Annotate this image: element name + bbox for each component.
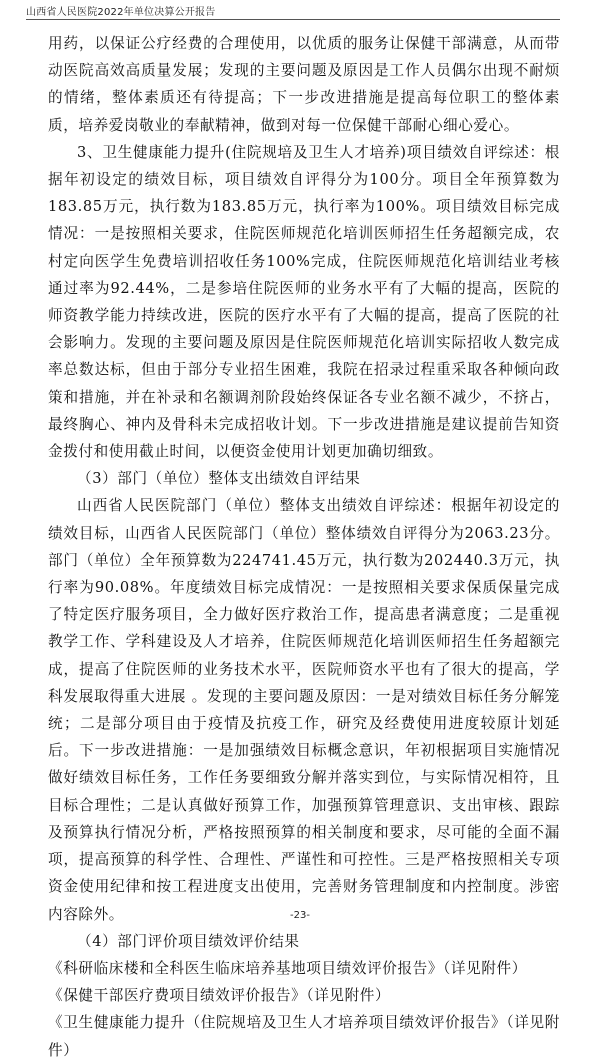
reference-item: 《卫生健康能力提升（住院规培及卫生人才培养项目绩效评价报告》（详见附件） xyxy=(48,1014,560,1059)
paragraph-item-3: 3、卫生健康能力提升(住院规培及卫生人才培养)项目绩效自评综述：根据年初设定的绩效目标，项目绩效自评得分为100分。项目全年预算数为183.85万元，执行数为183.85万元，执行率为100%。项目绩效目标完成情况：一是按照相关要求，住院医师规范化培训医师招生任务超额完成，农村定向医学生免费培训招收任务100%完成，住院医师规范化培训结业考核通过率为92.44%，二是参培住院医师的业务水平有了大幅的提高，医院的师资教学能力持续改进，医院的医疗水平有了大幅的提高，提高了医院的社会影响力。发现的主要问题及原因是住院医师规范化培训实际招收人数完成率总数达标，但由于部分专业招生困难，我院在招录过程重采取各种倾向政策和措施，并在补录和名额调剂阶段始终保证各专业名额不减少，不挤占，最终胸心、神内及骨科未完成招收计划。下一步改进措施是建议提前告知资金拨付和使用截止时间，以便资金使用计划更加确切细致。 xyxy=(48,143,560,461)
section-heading-4: （4）部门评价项目绩效评价结果 xyxy=(77,932,300,950)
page-header: 山西省人民医院2022年单位决算公开报告 xyxy=(26,7,216,18)
reference-item: 《保健干部医疗费项目绩效评价报告》（详见附件） xyxy=(48,987,391,1005)
reference-item: 《科研临床楼和全科医生临床培养基地项目绩效评价报告》（详见附件） xyxy=(48,959,527,977)
paragraph-continuation: 用药，以保证公疗经费的合理使用，以优质的服务让保健干部满意，从而带动医院高效高质量发展；发现的主要问题及原因是工作人员偶尔出现不耐烦的情绪，整体素质还有待提高；下一步改进措施是提高每位职工的整体素质，培养爱岗敬业的奉献精神，做到对每一位保健干部耐心细心爱心。 xyxy=(48,35,560,134)
document-body xyxy=(48,30,560,1064)
page-number: -23- xyxy=(290,910,310,921)
paragraph-overall-evaluation: 山西省人民医院部门（单位）整体支出绩效自评综述：根据年初设定的绩效目标，山西省人民医院部门（单位）整体绩效自评得分为2063.23分。部门（单位）全年预算数为224741.45万元，执行数为202440.3万元，执行率为90.08%。年度绩效目标完成情况：一是按照相关要求保质保量完成了特定医疗服务项目，全力做好医疗救治工作，提高患者满意度；二是重视教学工作、学科建设及人才培养，住院医师规范化培训医师招生任务超额完成，提高了住院医师的业务技术水平，医院师资水平也有了很大的提高，学科发展取得重大进展 。发现的主要问题及原因：一是对绩效目标任务分解笼统；二是部分项目由于疫情及抗疫工作，研究及经费使用进度较原计划延后。下一步改进措施：一是加强绩效目标概念意识，年初根据项目实施情况做好绩效目标任务，工作任务要细致分解并落实到位，与实际情况相符，且目标合理性；二是认真做好预算工作，加强预算管理意识、支出审核、跟踪及预算执行情况分析，严格按照预算的相关制度和要求，尽可能的全面不漏项，提高预算的科学性、合理性、严谨性和可控性。三是严格按照相关专项资金使用纪律和按工程进度支出使用，完善财务管理制度和内控制度。涉密内容除外。 xyxy=(48,497,560,923)
section-heading-3: （3）部门（单位）整体支出绩效自评结果 xyxy=(77,470,361,488)
header-divider xyxy=(26,19,560,20)
